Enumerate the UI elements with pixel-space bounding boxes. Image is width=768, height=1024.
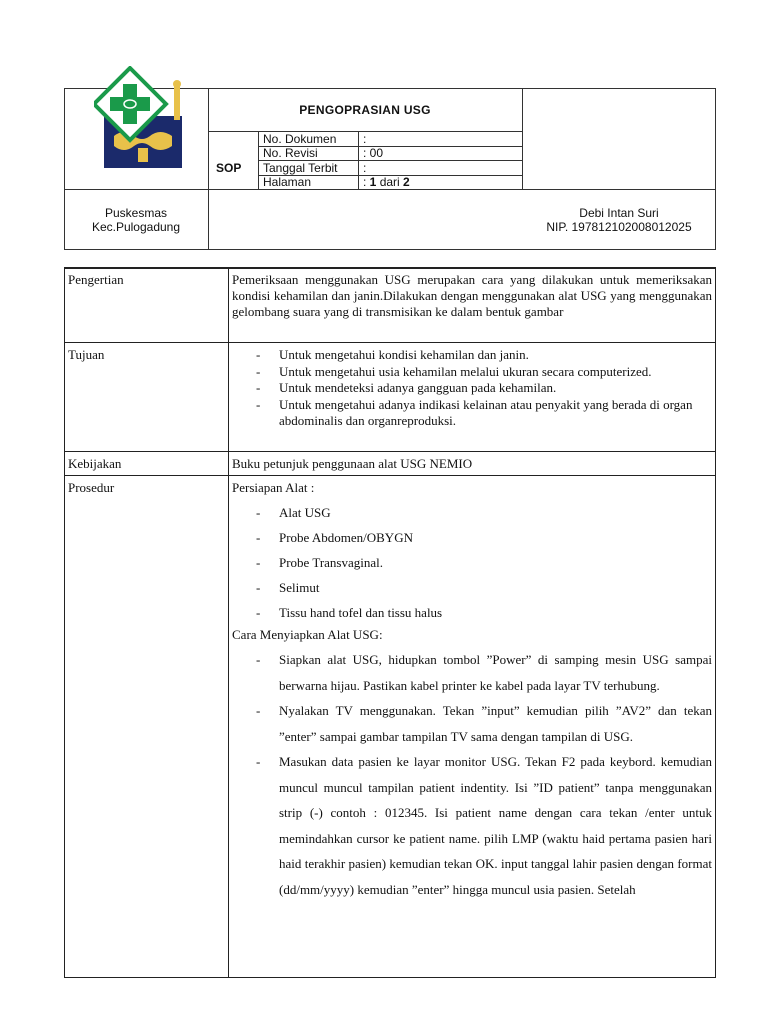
list-item: - Probe Transvaginal. <box>232 550 712 575</box>
list-item: - Untuk mengetahui adanya indikasi kelainan atau penyakit yang berada di organ abdominalis dan organreproduksi. <box>232 397 712 430</box>
org-name: Puskesmas Kec.Pulogadung <box>91 206 181 234</box>
label-prosedur: Prosedur <box>68 480 115 495</box>
field-label-revisi: No. Revisi <box>263 146 318 160</box>
label-tujuan: Tujuan <box>68 347 105 362</box>
persiapan-title: Persiapan Alat : <box>232 480 315 495</box>
field-label-dokumen: No. Dokumen <box>263 132 337 146</box>
kebijakan-text: Buku petunjuk penggunaan alat USG NEMIO <box>232 456 473 471</box>
list-item: - Untuk mengetahui kondisi kehamilan dan janin. <box>232 347 712 364</box>
list-item: - Alat USG <box>232 500 712 525</box>
pengertian-text: Pemeriksaan menggunakan USG merupakan cara yang dilakukan untuk memeriksakan kondisi kehamilan dan janin.Dilakukan dengan menggunakan alat USG yang menggunakan gelombang suara yang di transmisikan ke dalam bentuk gambar <box>232 272 712 319</box>
page-total: 2 <box>403 175 410 189</box>
list-item: - Siapkan alat USG, hidupkan tombol ”Power” di samping mesin USG sampai berwarna hijau. Pastikan kabel printer ke kabel pada layar TV terhubung. <box>232 647 712 698</box>
puskesmas-logo <box>94 66 190 174</box>
field-value-dokumen: : <box>363 132 367 146</box>
list-item: - Tissu hand tofel dan tissu halus <box>232 600 712 625</box>
cara-title: Cara Menyiapkan Alat USG: <box>232 627 383 642</box>
list-item: - Probe Abdomen/OBYGN <box>232 525 712 550</box>
field-value-halaman: : 1 dari 2 <box>363 175 410 189</box>
signer-block <box>522 206 716 234</box>
sop-content-table <box>64 267 716 978</box>
list-item: - Nyalakan TV menggunakan. Tekan ”input” kemudian pilih ”AV2” dan tekan ”enter” sampai gambar tampilan TV sama dengan tampilan di USG. <box>232 698 712 749</box>
list-item: - Selimut <box>232 575 712 600</box>
prosedur-content <box>232 480 712 902</box>
field-label-terbit: Tanggal Terbit <box>263 161 338 175</box>
tujuan-list <box>232 347 712 430</box>
label-pengertian: Pengertian <box>68 272 124 287</box>
field-value-terbit: : <box>363 161 367 175</box>
field-value-revisi: : 00 <box>363 146 384 160</box>
sop-label: SOP <box>216 161 242 175</box>
page-number: 1 <box>369 175 377 189</box>
signer-name: Debi Intan Suri <box>579 206 659 220</box>
list-item: - Masukan data pasien ke layar monitor USG. Tekan F2 pada keybord. kemudian muncul muncul tampilan patient indentity. Isi ”ID patient” tanpa menggunakan strip (-) contoh : 012345. Isi patient name dengan cara tekan /enter untuk memindahkan cursor ke patient name. pilih LMP (waktu haid pertama pasien hari haid terakhir pasien) kemudian tekan OK. input tanggal lahir pasien dengan format (dd/mm/yyyy) kemudian ”enter” hingga muncul usia pasien. Setelah <box>232 749 712 902</box>
signer-nip: NIP. 197812102008012025 <box>546 220 692 234</box>
list-item: - Untuk mengetahui usia kehamilan melalui ukuran secara computerized. <box>232 364 712 381</box>
field-label-halaman: Halaman <box>263 175 312 189</box>
list-item: - Untuk mendeteksi adanya gangguan pada kehamilan. <box>232 380 712 397</box>
label-kebijakan: Kebijakan <box>68 456 122 471</box>
document-header <box>64 88 716 250</box>
document-title: PENGOPRASIAN USG <box>299 103 431 117</box>
